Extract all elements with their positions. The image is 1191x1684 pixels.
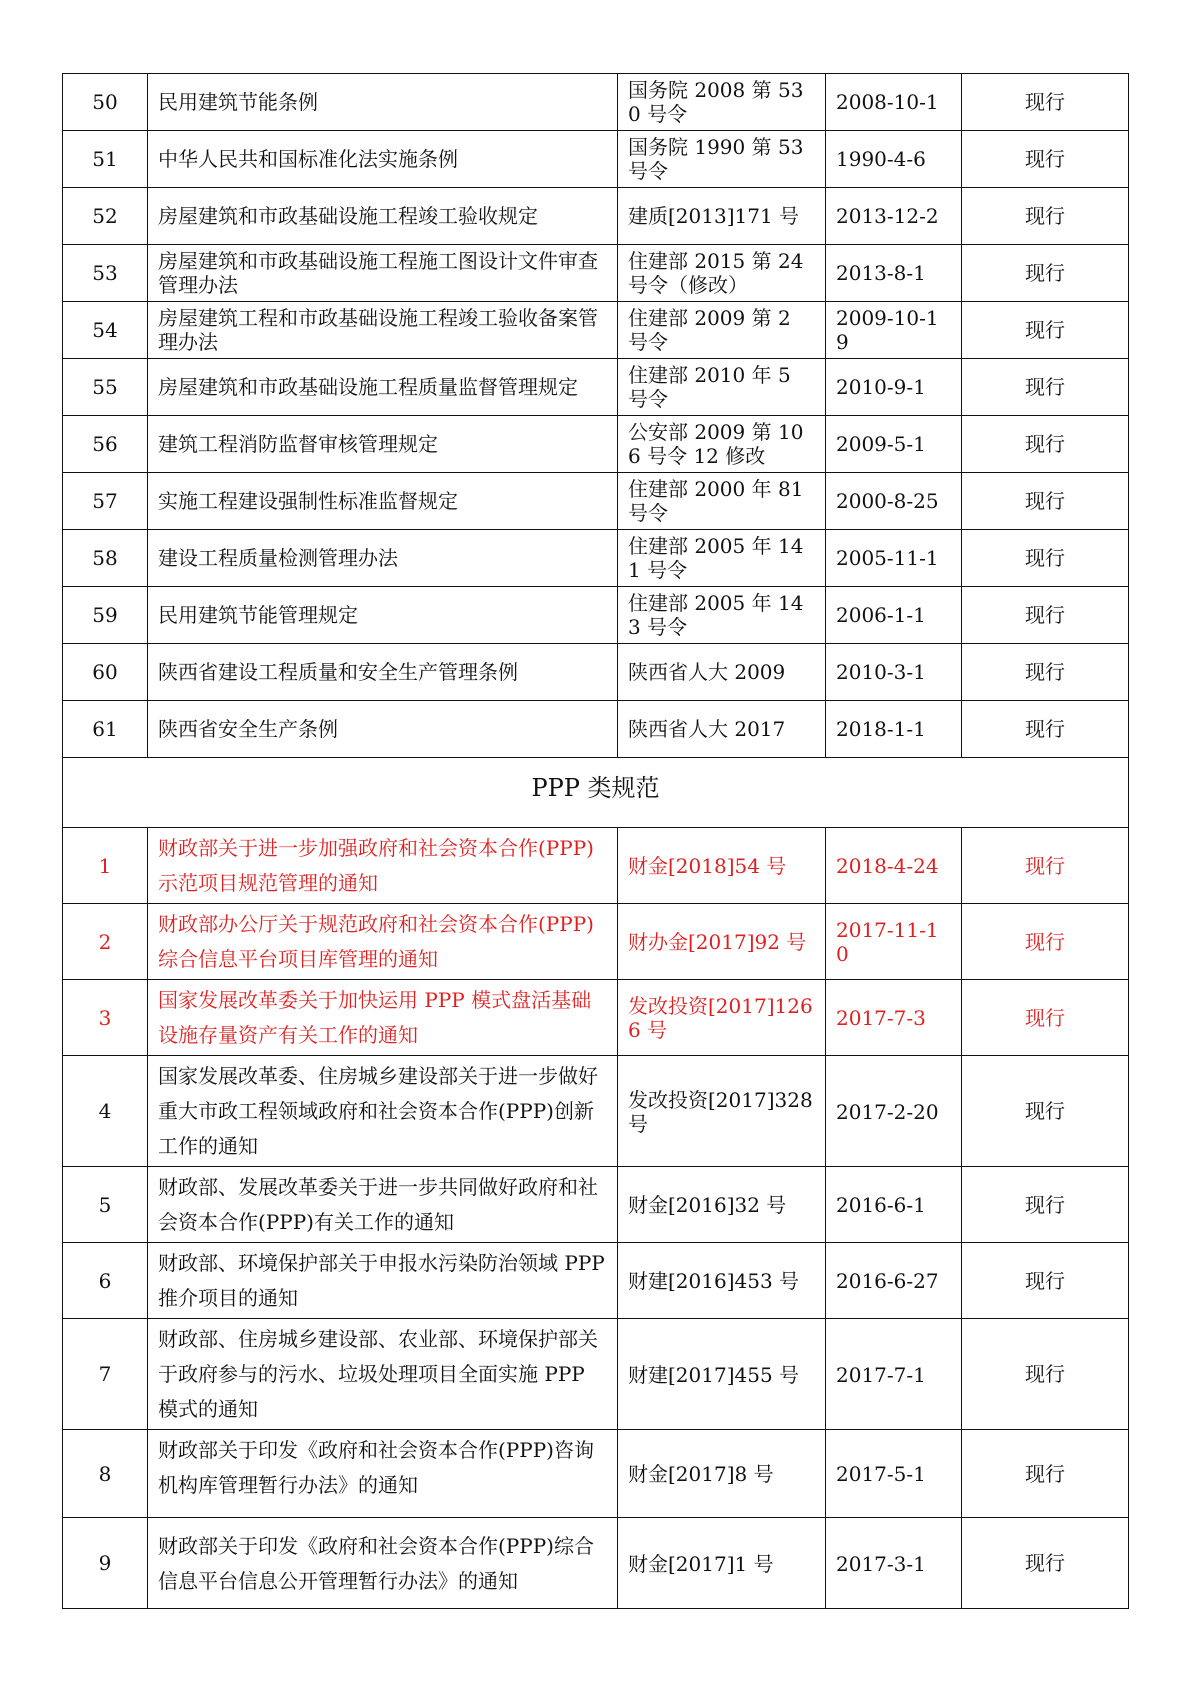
effective-date: 1990-4-6 [826, 131, 962, 188]
document-number: 发改投资[2017]1266 号 [618, 980, 826, 1056]
regulation-name: 陕西省建设工程质量和安全生产管理条例 [148, 644, 618, 701]
row-number: 51 [63, 131, 148, 188]
regulation-name: 财政部、住房城乡建设部、农业部、环境保护部关于政府参与的污水、垃圾处理项目全面实施 PPP 模式的通知 [148, 1319, 618, 1430]
effective-date: 2010-9-1 [826, 359, 962, 416]
table-row [63, 1167, 1129, 1243]
row-number: 9 [63, 1518, 148, 1609]
document-number: 财建[2016]453 号 [618, 1243, 826, 1319]
effective-date: 2009-5-1 [826, 416, 962, 473]
effective-date: 2017-11-10 [826, 904, 962, 980]
document-number: 住建部 2015 第 24 号令（修改） [618, 245, 826, 302]
table-row [63, 530, 1129, 587]
effective-date: 2005-11-1 [826, 530, 962, 587]
status-cell: 现行 [962, 245, 1129, 302]
document-number: 陕西省人大 2009 [618, 644, 826, 701]
row-number: 53 [63, 245, 148, 302]
regulation-name: 房屋建筑和市政基础设施工程施工图设计文件审查管理办法 [148, 245, 618, 302]
regulation-name: 财政部关于印发《政府和社会资本合作(PPP)咨询机构库管理暂行办法》的通知 [148, 1430, 618, 1518]
row-number: 3 [63, 980, 148, 1056]
table-row [63, 188, 1129, 245]
document-number: 住建部 2005 年 143 号令 [618, 587, 826, 644]
row-number: 60 [63, 644, 148, 701]
document-number: 住建部 2009 第 2 号令 [618, 302, 826, 359]
status-cell: 现行 [962, 1167, 1129, 1243]
effective-date: 2009-10-19 [826, 302, 962, 359]
status-cell: 现行 [962, 904, 1129, 980]
status-cell: 现行 [962, 473, 1129, 530]
table-row [63, 1056, 1129, 1167]
document-number: 财金[2017]8 号 [618, 1430, 826, 1518]
regulation-name: 建设工程质量检测管理办法 [148, 530, 618, 587]
regulation-name: 建筑工程消防监督审核管理规定 [148, 416, 618, 473]
row-number: 52 [63, 188, 148, 245]
table-row [63, 980, 1129, 1056]
effective-date: 2017-2-20 [826, 1056, 962, 1167]
effective-date: 2000-8-25 [826, 473, 962, 530]
row-number: 4 [63, 1056, 148, 1167]
regulations-table [62, 73, 1129, 1609]
status-cell: 现行 [962, 302, 1129, 359]
document-number: 财金[2017]1 号 [618, 1518, 826, 1609]
status-cell: 现行 [962, 1243, 1129, 1319]
status-cell: 现行 [962, 1056, 1129, 1167]
status-cell: 现行 [962, 587, 1129, 644]
row-number: 1 [63, 828, 148, 904]
status-cell: 现行 [962, 74, 1129, 131]
document-number: 住建部 2010 年 5 号令 [618, 359, 826, 416]
document-number: 发改投资[2017]328 号 [618, 1056, 826, 1167]
document-number: 公安部 2009 第 106 号令 12 修改 [618, 416, 826, 473]
row-number: 59 [63, 587, 148, 644]
row-number: 50 [63, 74, 148, 131]
table-row [63, 359, 1129, 416]
table-row [63, 1243, 1129, 1319]
regulation-name: 房屋建筑和市政基础设施工程竣工验收规定 [148, 188, 618, 245]
document-number: 财金[2018]54 号 [618, 828, 826, 904]
table-row [63, 828, 1129, 904]
status-cell: 现行 [962, 131, 1129, 188]
row-number: 57 [63, 473, 148, 530]
document-number: 住建部 2000 年 81 号令 [618, 473, 826, 530]
document-number: 财办金[2017]92 号 [618, 904, 826, 980]
table-row [63, 302, 1129, 359]
effective-date: 2018-4-24 [826, 828, 962, 904]
regulation-name: 财政部关于进一步加强政府和社会资本合作(PPP)示范项目规范管理的通知 [148, 828, 618, 904]
effective-date: 2017-3-1 [826, 1518, 962, 1609]
table-row [63, 644, 1129, 701]
regulation-name: 房屋建筑和市政基础设施工程质量监督管理规定 [148, 359, 618, 416]
status-cell: 现行 [962, 828, 1129, 904]
effective-date: 2008-10-1 [826, 74, 962, 131]
effective-date: 2013-8-1 [826, 245, 962, 302]
row-number: 56 [63, 416, 148, 473]
row-number: 55 [63, 359, 148, 416]
table-row [63, 131, 1129, 188]
document-number: 住建部 2005 年 141 号令 [618, 530, 826, 587]
section-title: PPP 类规范 [63, 758, 1129, 828]
status-cell: 现行 [962, 530, 1129, 587]
regulation-name: 财政部关于印发《政府和社会资本合作(PPP)综合信息平台信息公开管理暂行办法》的通知 [148, 1518, 618, 1609]
document-number: 国务院 2008 第 530 号令 [618, 74, 826, 131]
effective-date: 2013-12-2 [826, 188, 962, 245]
status-cell: 现行 [962, 1518, 1129, 1609]
regulation-name: 房屋建筑工程和市政基础设施工程竣工验收备案管理办法 [148, 302, 618, 359]
table-row [63, 416, 1129, 473]
table-row [63, 1430, 1129, 1518]
effective-date: 2018-1-1 [826, 701, 962, 758]
status-cell: 现行 [962, 1430, 1129, 1518]
table-row [63, 904, 1129, 980]
document-number: 陕西省人大 2017 [618, 701, 826, 758]
row-number: 7 [63, 1319, 148, 1430]
row-number: 61 [63, 701, 148, 758]
status-cell: 现行 [962, 701, 1129, 758]
section-header-row [63, 758, 1129, 828]
document-number: 建质[2013]171 号 [618, 188, 826, 245]
table-row [63, 473, 1129, 530]
effective-date: 2006-1-1 [826, 587, 962, 644]
regulation-name: 财政部、发展改革委关于进一步共同做好政府和社会资本合作(PPP)有关工作的通知 [148, 1167, 618, 1243]
table-row [63, 587, 1129, 644]
regulation-name: 国家发展改革委关于加快运用 PPP 模式盘活基础设施存量资产有关工作的通知 [148, 980, 618, 1056]
regulation-name: 财政部、环境保护部关于申报水污染防治领域 PPP 推介项目的通知 [148, 1243, 618, 1319]
regulation-name: 陕西省安全生产条例 [148, 701, 618, 758]
effective-date: 2017-7-1 [826, 1319, 962, 1430]
effective-date: 2016-6-1 [826, 1167, 962, 1243]
row-number: 8 [63, 1430, 148, 1518]
regulation-name: 实施工程建设强制性标准监督规定 [148, 473, 618, 530]
status-cell: 现行 [962, 188, 1129, 245]
document-number: 财建[2017]455 号 [618, 1319, 826, 1430]
regulation-name: 民用建筑节能条例 [148, 74, 618, 131]
regulation-name: 民用建筑节能管理规定 [148, 587, 618, 644]
regulation-name: 财政部办公厅关于规范政府和社会资本合作(PPP)综合信息平台项目库管理的通知 [148, 904, 618, 980]
table-row [63, 1319, 1129, 1430]
table-row [63, 1518, 1129, 1609]
row-number: 5 [63, 1167, 148, 1243]
row-number: 58 [63, 530, 148, 587]
effective-date: 2017-5-1 [826, 1430, 962, 1518]
table-row [63, 701, 1129, 758]
table-row [63, 74, 1129, 131]
table-row [63, 245, 1129, 302]
status-cell: 现行 [962, 1319, 1129, 1430]
status-cell: 现行 [962, 980, 1129, 1056]
status-cell: 现行 [962, 359, 1129, 416]
status-cell: 现行 [962, 644, 1129, 701]
row-number: 6 [63, 1243, 148, 1319]
document-number: 国务院 1990 第 53 号令 [618, 131, 826, 188]
regulation-name: 国家发展改革委、住房城乡建设部关于进一步做好重大市政工程领域政府和社会资本合作(PPP)创新工作的通知 [148, 1056, 618, 1167]
row-number: 54 [63, 302, 148, 359]
status-cell: 现行 [962, 416, 1129, 473]
effective-date: 2017-7-3 [826, 980, 962, 1056]
effective-date: 2016-6-27 [826, 1243, 962, 1319]
row-number: 2 [63, 904, 148, 980]
effective-date: 2010-3-1 [826, 644, 962, 701]
regulation-name: 中华人民共和国标准化法实施条例 [148, 131, 618, 188]
document-number: 财金[2016]32 号 [618, 1167, 826, 1243]
